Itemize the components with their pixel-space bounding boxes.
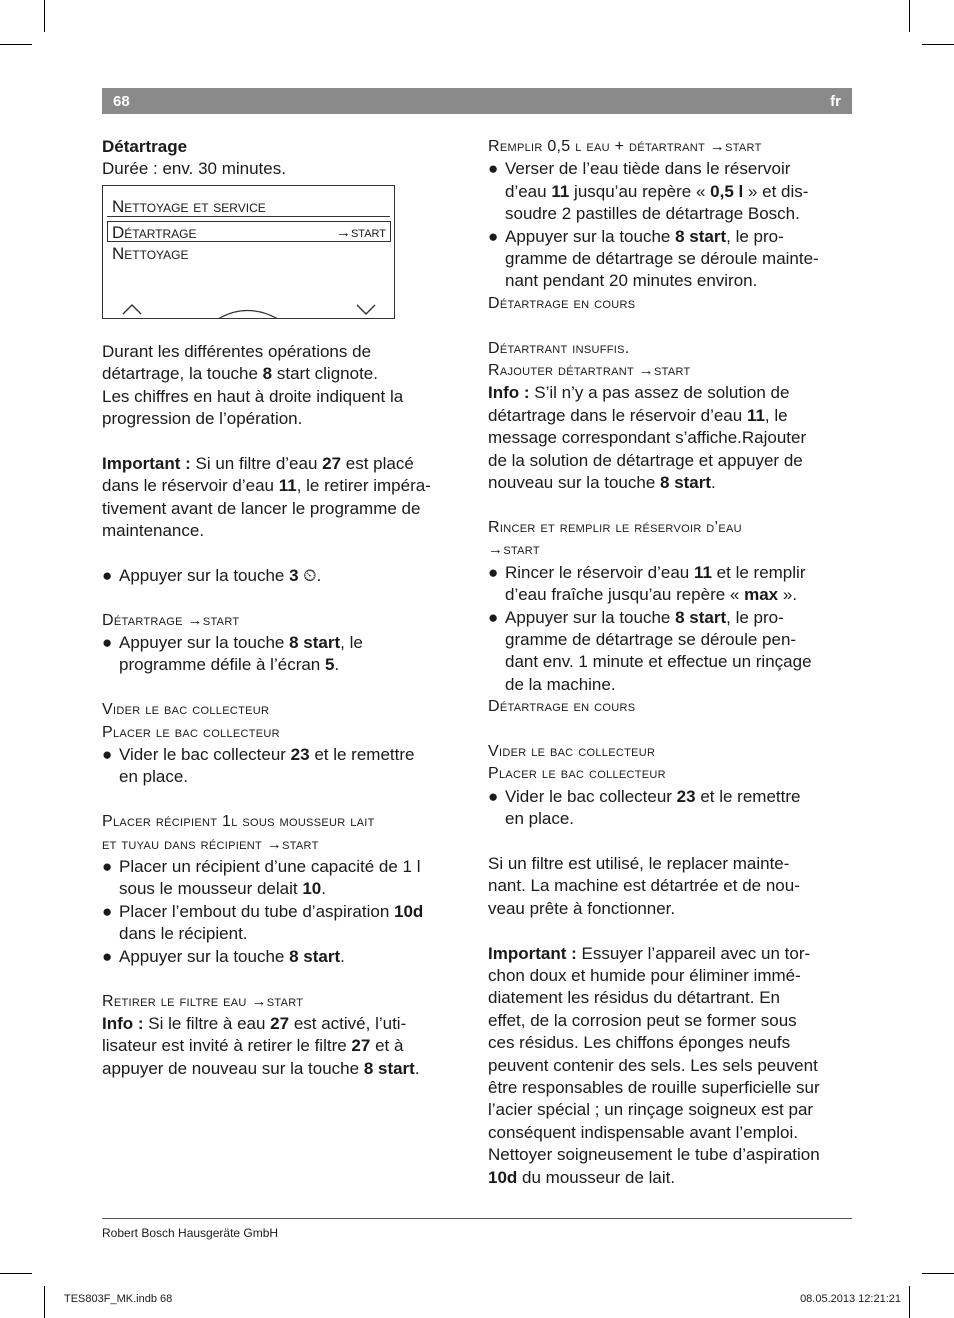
arrow-icon: → — [335, 223, 351, 241]
list-item: ● Verser de l’eau tiède dans le réservoir d’eau 11 jusqu’au repère « 0,5 l » et dis- soudre 2 pastilles de détartrage Bosch. — [488, 158, 858, 225]
left-column: Détartrage Durée : env. 30 minutes. Nettoyage et service Détartrage →start Nettoyage Durant les différentes opérations de détartrage, la touche 8 start clignote. Les chiffres en haut à droite indiquent la progression de l’opération. Important : Si un filtre d’eau 27 est placé dans le réservoir d’eau 11, le retirer impéra- tivement avant de lancer le programme de maintenance. ● Appuyer sur la touche 3 ⏲. Détartrage →start ● Appuyer sur la touche 8 start, le programme défile à l’écran 5. Vider le bac collecteur Placer le bac collecteur ● Vider le bac collecteur 23 et le remettre en place. Placer récipient 1l sous mousseur lait et tuyau dans récipient →start ● Placer un récipient d’une capacité de 1 l sous le mousseur delait 10. ● Placer l’embout du tube d’aspiration 10d dans le récipient. ● Appuyer sur la touche 8 start. Retirer le filtre eau →start Info : Si le filtre à eau 27 est activé, l’uti- lisateur est invité à retirer le filtre 27 et à appuyer de nouveau sur la touche 8 start. — [102, 136, 467, 1080]
arrow-icon: → — [488, 541, 504, 559]
crop-mark — [922, 44, 954, 45]
arrow-icon: → — [187, 611, 203, 629]
arrow-icon: → — [266, 835, 283, 853]
crop-mark — [922, 1273, 954, 1274]
crop-mark — [909, 0, 910, 32]
screen-message: Remplir 0,5 l eau + détartrant →start — [488, 138, 762, 155]
screen-message: Vider le bac collecteur — [488, 742, 656, 760]
bullet-icon: ● — [488, 226, 499, 246]
down-arrow-icon — [357, 305, 375, 314]
footer-company: Robert Bosch Hausgeräte GmbH — [102, 1226, 279, 1240]
print-slug-file: TES803F_MK.indb 68 — [64, 1293, 173, 1305]
bullet-icon: ● — [102, 946, 113, 966]
screen-message: Retirer le filtre eau →start — [102, 992, 304, 1010]
screen-message: Vider le bac collecteur — [102, 701, 270, 719]
list-item: ● Appuyer sur la touche 8 start, le programme défile à l’écran 5. — [102, 632, 467, 677]
screen-controls — [103, 186, 394, 318]
list-item: ● Appuyer sur la touche 8 start, le pro- gramme de détartrage se déroule pen- dant env. 1 minute et effectue un rinçage de la machine. — [488, 607, 858, 697]
crop-mark — [44, 1286, 45, 1318]
screen-selected-action: →start — [335, 223, 386, 241]
bullet-icon: ● — [102, 857, 113, 877]
screen-message: Rajouter détartrant →start — [488, 362, 691, 380]
screen-message: Placer le bac collecteur — [102, 723, 280, 741]
list-item: ● Placer l’embout du tube d’aspiration 10d dans le récipient. — [102, 901, 467, 946]
page-number: 68 — [113, 93, 130, 110]
footer-divider — [102, 1218, 852, 1219]
info-note: Info : Si le filtre à eau 27 est activé, l’uti- lisateur est invité à retirer le filtre 27 et à appuyer de nouveau sur la touche 8 start. — [102, 1013, 420, 1078]
screen-title: Nettoyage et service — [112, 196, 266, 216]
print-slug-date: 08.05.2013 12:21:21 — [800, 1293, 901, 1305]
screen-message: Détartrage →start — [102, 611, 240, 629]
descale-icon: ⏲ — [298, 565, 317, 585]
bullet-icon: ● — [488, 607, 499, 627]
screen-message: Placer récipient 1l sous mousseur lait — [102, 813, 375, 831]
info-note: Info : S’il n’y a pas assez de solution de détartrage dans le réservoir d’eau 11, le message correspondant s’affiche.Rajouter de la solution de détartrage et appuyer de nouveau sur la touche 8 start. — [488, 383, 807, 493]
screen-message: Détartrage en cours — [488, 698, 636, 716]
arrow-icon: → — [638, 362, 655, 380]
screen-message: et tuyau dans récipient →start — [102, 835, 319, 853]
screen-message: Placer le bac collecteur — [488, 765, 666, 783]
list-item: ● Appuyer sur la touche 8 start, le pro- gramme de détartrage se déroule mainte- nant pendant 20 minutes environ. — [488, 226, 858, 293]
bullet-icon: ● — [102, 633, 113, 653]
arrow-icon: → — [709, 138, 726, 155]
dial-arc — [218, 310, 278, 318]
bullet-icon: ● — [488, 562, 499, 582]
crop-mark — [0, 44, 32, 45]
bullet-icon: ● — [102, 745, 113, 765]
screen-item: Nettoyage — [112, 243, 189, 263]
screen-message: →start — [488, 541, 540, 559]
list-item: ● Rincer le réservoir d’eau 11 et le remplir d’eau fraîche jusqu’au repère « max ». — [488, 562, 858, 607]
crop-mark — [44, 0, 45, 32]
language-code: fr — [830, 93, 841, 110]
list-item: ● Appuyer sur la touche 3 ⏲. — [102, 565, 467, 587]
up-arrow-icon — [123, 305, 141, 314]
important-note: Important : Essuyer l’appareil avec un tor- chon doux et humide pour éliminer immé- diatement les résidus du détartrant. En effet, de la corrosion peut se former sous ces résidus. Les chiffons éponges neufs peuvent contenir des sels. Les sels peuvent être responsables de rouille superficielle sur l’acier spécial ; un rinçage soigneux est par conséquent indispensable avant l’emploi. Nettoyer soigneusement le tube d’aspiration 10d du mousseur de lait. — [488, 943, 820, 1187]
display-screen — [102, 185, 395, 319]
header-bar — [102, 88, 852, 114]
crop-mark — [909, 1286, 910, 1318]
screen-message: Rincer et remplir le réservoir d’eau — [488, 518, 742, 536]
screen-message: Détartrage en cours — [488, 294, 636, 312]
section-title: Détartrage — [102, 137, 188, 156]
right-column — [488, 136, 858, 1189]
bullet-icon: ● — [488, 159, 499, 179]
arrow-icon: → — [251, 992, 267, 1010]
list-item: ● Placer un récipient d’une capacité de 1 l sous le mousseur delait 10. — [102, 856, 467, 901]
screen-selected-item: Détartrage — [112, 222, 197, 242]
list-item: ● Appuyer sur la touche 8 start. — [102, 946, 467, 968]
list-item: ● Vider le bac collecteur 23 et le remettre en place. — [488, 786, 858, 831]
list-item: ● Vider le bac collecteur 23 et le remettre en place. — [102, 744, 467, 789]
screen-message: Détartrant insuffis. — [488, 339, 630, 357]
bullet-icon: ● — [488, 786, 499, 806]
bullet-icon: ● — [102, 901, 113, 921]
filter-note: Si un filtre est utilisé, le replacer mainte- nant. La machine est détartrée et de nou- veau prête à fonctionner. — [488, 853, 800, 918]
crop-mark — [0, 1273, 32, 1274]
duration-text: Durée : env. 30 minutes. — [102, 159, 286, 179]
bullet-icon: ● — [102, 565, 113, 585]
important-note: Important : Si un filtre d’eau 27 est placé dans le réservoir d’eau 11, le retirer impéra- tivement avant de lancer le programme de maintenance. — [102, 453, 431, 541]
